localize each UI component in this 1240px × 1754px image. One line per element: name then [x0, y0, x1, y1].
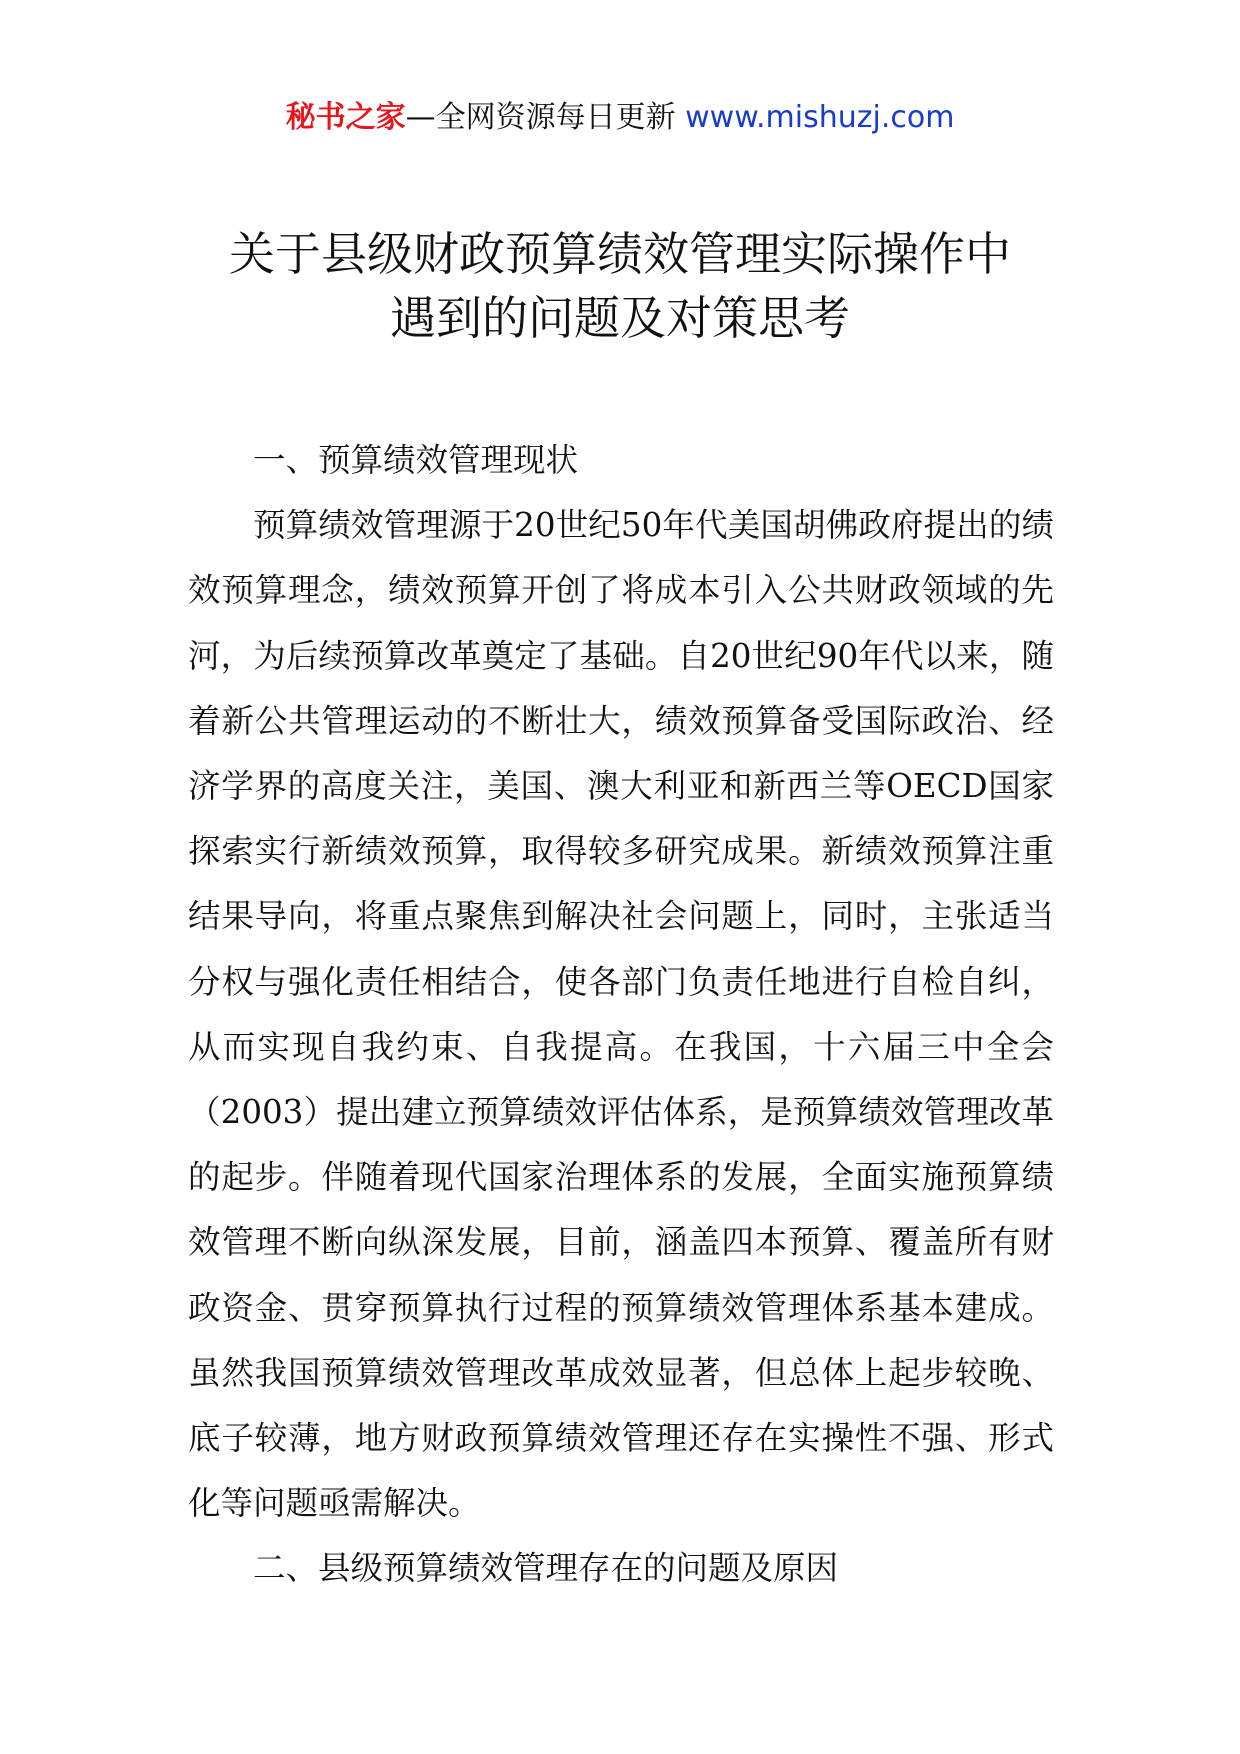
section-heading-1: 一、预算绩效管理现状: [253, 441, 579, 479]
document-title: [0, 222, 1240, 350]
title-line-2: 遇到的问题及对策思考: [390, 291, 850, 345]
title-line-1: 关于县级财政预算绩效管理实际操作中: [229, 227, 1011, 281]
site-url-link[interactable]: www.mishuzj.com: [685, 100, 955, 135]
site-tagline: —全网资源每日更新: [405, 100, 686, 135]
body-paragraph-1: 预算绩效管理源于20世纪50年代美国胡佛政府提出的绩效预算理念，绩效预算开创了将成本引入公共财政领域的先河，为后续预算改革奠定了基础。自20世纪90年代以来，随着新公共管理运动的不断壮大，绩效预算备受国际政治、经济学界的高度关注，美国、澳大利亚和新西兰等OECD国家探索实行新绩效预算，取得较多研究成果。新绩效预算注重结果导向，将重点聚焦到解决社会问题上，同时，主张适当分权与强化责任相结合，使各部门负责任地进行自检自纠，从而实现自我约束、自我提高。在我国，十六届三中全会（2003）提出建立预算绩效评估体系，是预算绩效管理改革的起步。伴随着现代国家治理体系的发展，全面实施预算绩效管理不断向纵深发展，目前，涵盖四本预算、覆盖所有财政资金、贯穿预算执行过程的预算绩效管理体系基本建成。虽然我国预算绩效管理改革成效显著，但总体上起步较晚、底子较薄，地方财政预算绩效管理还存在实操性不强、形式化等问题亟需解决。: [188, 506, 1054, 1523]
section-heading-2: 二、县级预算绩效管理存在的问题及原因: [253, 1549, 839, 1588]
site-header: [0, 98, 1240, 138]
document-body: [188, 428, 1054, 1602]
site-brand: 秘书之家: [285, 100, 406, 135]
